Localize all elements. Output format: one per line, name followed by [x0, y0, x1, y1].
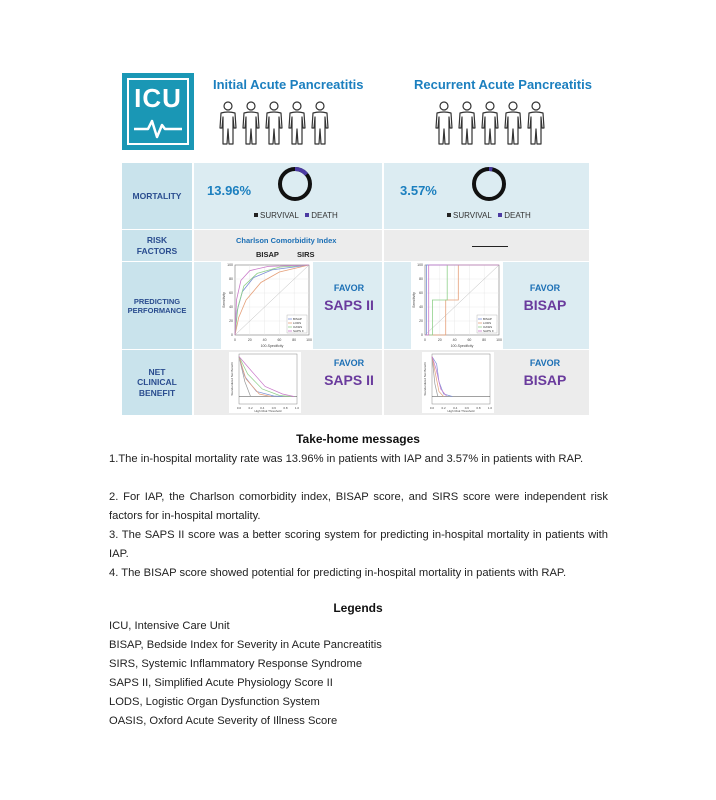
legend-sirs: SIRS, Systemic Inflammatory Response Syndrome — [109, 658, 363, 670]
person-icon — [287, 101, 307, 145]
roc-x-tick: 0 — [234, 338, 236, 342]
risk-charlson-index: Charlson Comorbidity Index — [236, 236, 337, 245]
dca-x-tick: 0.6 — [464, 406, 469, 410]
roc-x-tick: 0 — [424, 338, 426, 342]
iap-decision-curve-plot — [229, 352, 301, 413]
dca-x-label: High Risk Threshold — [447, 409, 475, 413]
favor-saps-ii: SAPS II — [324, 372, 374, 388]
dca-x-tick: 0.2 — [248, 406, 253, 410]
legend-bisap: BISAP, Bedside Index for Severity in Acute Pancreatitis — [109, 639, 382, 651]
favor-label: FAVOR — [529, 358, 561, 368]
roc-y-tick: 40 — [419, 305, 423, 309]
row-label-predicting-text: PREDICTING PERFORMANCE — [127, 296, 187, 315]
dca-x-tick: 0.8 — [476, 406, 481, 410]
legend-survival: SURVIVAL — [453, 211, 492, 220]
take-home-message-4: 4. The BISAP score showed potential for predicting in-hospital mortality in patients with RAP. — [109, 567, 567, 579]
roc-x-tick: 40 — [452, 338, 457, 342]
rap-donut-legend — [447, 211, 531, 220]
rap-roc-curve-plot — [411, 262, 503, 349]
iap-group-title: Initial Acute Pancreatitis — [213, 77, 364, 92]
roc-x-tick: 40 — [262, 338, 267, 342]
roc-legend-entry: BISAP — [293, 317, 302, 321]
take-home-message-2: 2. For IAP, the Charlson comorbidity index, BISAP score, and SIRS score were independent risk factors for in-hospital mortality. — [109, 491, 608, 522]
person-icon — [480, 101, 500, 145]
legend-icu: ICU, Intensive Care Unit — [109, 620, 230, 632]
roc-legend-entry: SAPS II — [483, 329, 494, 333]
roc-x-tick: 80 — [292, 338, 297, 342]
take-home-message-3: 3. The SAPS II score was a better scoring system for predicting in-hospital mortality in patients with IAP. — [109, 529, 608, 560]
roc-y-tick: 100 — [227, 263, 233, 267]
risk-sirs: SIRS — [297, 250, 315, 259]
survival-arc — [474, 169, 504, 199]
roc-x-tick: 60 — [467, 338, 472, 342]
row-label-risk-factors-text: RISK FACTORS — [136, 235, 178, 256]
dca-x-tick: 0.0 — [236, 406, 242, 410]
roc-legend-entry: LODS — [483, 321, 492, 325]
person-icon — [434, 101, 454, 145]
rap-net-benefit-favor — [514, 358, 576, 388]
legend-survival: SURVIVAL — [260, 211, 299, 220]
legend-saps-ii: SAPS II, Simplified Acute Physiology Score II — [109, 677, 333, 689]
roc-legend — [477, 315, 497, 333]
rap-no-risk-factors-dash — [472, 246, 508, 247]
roc-y-tick: 20 — [419, 319, 423, 323]
legend-lods: LODS, Logistic Organ Dysfunction System — [109, 696, 320, 708]
dca-y-label: Standardized Net Benefit — [423, 362, 427, 396]
dca-x-tick: 0.6 — [271, 406, 276, 410]
legend-death: DEATH — [311, 211, 338, 220]
row-label-net-benefit — [122, 350, 192, 415]
dca-x-tick: 0.8 — [283, 406, 288, 410]
rap-predicting-favor — [514, 283, 576, 313]
iap-donut-legend — [254, 211, 338, 220]
dca-x-tick: 0.0 — [429, 406, 435, 410]
dca-series-line — [239, 357, 291, 397]
row-label-mortality-text: MORTALITY — [132, 190, 182, 201]
dca-x-tick: 1.0 — [294, 406, 300, 410]
take-home-heading: Take-home messages — [296, 432, 420, 446]
heartbeat-icon — [134, 117, 182, 139]
iap-roc-curve-plot — [221, 262, 313, 349]
legend-death: DEATH — [504, 211, 531, 220]
roc-y-tick: 80 — [419, 277, 423, 281]
row-label-risk-factors — [122, 230, 192, 261]
person-icon — [310, 101, 330, 145]
icu-logo-text: ICU — [134, 83, 182, 113]
favor-bisap: BISAP — [523, 297, 567, 313]
roc-y-tick: 60 — [229, 291, 233, 295]
roc-x-tick: 60 — [277, 338, 282, 342]
roc-y-label: Sensitivity — [222, 292, 226, 308]
roc-x-tick: 20 — [247, 338, 252, 342]
roc-x-tick: 100 — [306, 338, 312, 342]
iap-mortality-donut — [276, 165, 314, 203]
roc-y-tick: 80 — [229, 277, 233, 281]
legends-heading: Legends — [333, 601, 383, 615]
person-icon — [457, 101, 477, 145]
person-icon — [218, 101, 238, 145]
roc-legend — [287, 315, 307, 333]
dca-x-tick: 0.4 — [260, 406, 265, 410]
row-label-net-benefit-text: NET CLINICAL BENEFIT — [137, 367, 177, 398]
roc-x-tick: 100 — [496, 338, 502, 342]
risk-bisap: BISAP — [256, 250, 279, 259]
person-icon — [526, 101, 546, 145]
roc-legend-entry: LODS — [293, 321, 302, 325]
favor-saps-ii: SAPS II — [324, 297, 374, 313]
roc-legend-entry: SAPS II — [293, 329, 304, 333]
rap-decision-curve-plot — [422, 352, 494, 413]
dca-y-label: Standardized Net Benefit — [230, 362, 234, 396]
roc-x-label: 100-Specificity — [450, 344, 474, 348]
favor-label: FAVOR — [333, 358, 365, 368]
favor-bisap: BISAP — [523, 372, 567, 388]
roc-legend-entry: BISAP — [483, 317, 492, 321]
roc-y-tick: 0 — [231, 333, 233, 337]
person-icon — [503, 101, 523, 145]
iap-net-benefit-favor — [318, 358, 380, 388]
roc-x-tick: 20 — [437, 338, 442, 342]
roc-y-tick: 100 — [417, 263, 423, 267]
row-label-mortality — [122, 163, 192, 229]
rap-mortality-donut — [470, 165, 508, 203]
icu-logo — [122, 73, 194, 150]
row-label-predicting — [122, 262, 192, 349]
iap-mortality-value: 13.96% — [207, 183, 252, 198]
favor-label: FAVOR — [529, 283, 561, 293]
roc-legend-entry: OASIS — [293, 325, 303, 329]
rap-mortality-value: 3.57% — [400, 183, 437, 198]
death-arc — [295, 169, 307, 174]
person-icon — [241, 101, 261, 145]
roc-y-tick: 0 — [421, 333, 423, 337]
legend-oasis: OASIS, Oxford Acute Severity of Illness Score — [109, 715, 338, 727]
dca-x-tick: 0.2 — [441, 406, 446, 410]
roc-y-tick: 40 — [229, 305, 233, 309]
dca-x-tick: 0.4 — [453, 406, 458, 410]
roc-x-tick: 80 — [482, 338, 487, 342]
dca-x-tick: 1.0 — [487, 406, 493, 410]
roc-y-label: Sensitivity — [412, 292, 416, 308]
iap-predicting-favor — [318, 283, 380, 313]
take-home-message-1: 1.The in-hospital mortality rate was 13.96% in patients with IAP and 3.57% in patients with RAP. — [109, 453, 584, 465]
roc-legend-entry: OASIS — [483, 325, 493, 329]
iap-risk-cell — [194, 230, 382, 261]
dca-x-label: High Risk Threshold — [254, 409, 282, 413]
person-icon — [264, 101, 284, 145]
roc-y-tick: 60 — [419, 291, 423, 295]
roc-y-tick: 20 — [229, 319, 233, 323]
favor-label: FAVOR — [333, 283, 365, 293]
rap-group-title: Recurrent Acute Pancreatitis — [414, 77, 592, 92]
roc-x-label: 100-Specificity — [260, 344, 284, 348]
